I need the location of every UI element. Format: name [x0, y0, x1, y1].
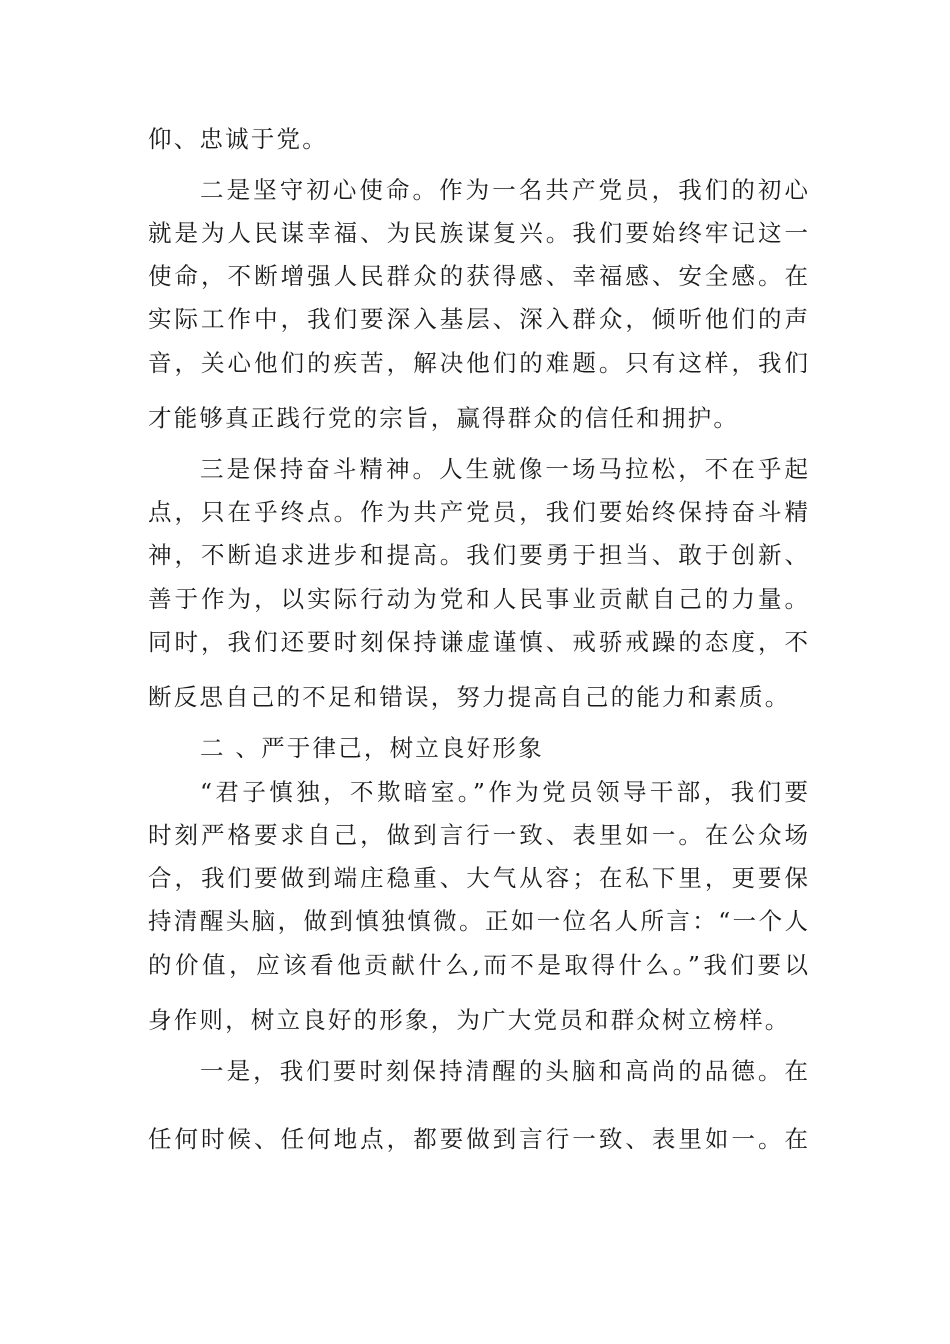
text-line: 断反思自己的不足和错误，努力提高自己的能力和素质。	[148, 683, 791, 711]
text-line: 才能够真正践行党的宗旨，赢得群众的信任和拥护。	[148, 404, 740, 432]
text-line: 点，只在乎终点。作为共产党员，我们要始终保持奋斗精	[148, 498, 808, 526]
paragraph-first-line: “君子慎独，不欺暗室。”作为党员领导干部，我们要	[200, 778, 808, 806]
text-line: 使命，不断增强人民群众的获得感、幸福感、安全感。在	[148, 262, 808, 290]
paragraph-first-line: 一是，我们要时刻保持清醒的头脑和高尚的品德。在	[200, 1057, 808, 1085]
text-line: 任何时候、任何地点，都要做到言行一致、表里如一。在	[148, 1125, 808, 1153]
section-heading: 二 、严于律己，树立良好形象	[200, 734, 544, 762]
text-line: 身作则，树立良好的形象，为广大党员和群众树立榜样。	[148, 1006, 791, 1034]
paragraph-first-line: 二是坚守初心使命。作为一名共产党员，我们的初心	[200, 176, 808, 204]
text-line: 合，我们要做到端庄稳重、大气从容；在私下里，更要保	[148, 864, 808, 892]
paragraph-first-line: 三是保持奋斗精神。人生就像一场马拉松，不在乎起	[200, 455, 808, 483]
text-line: 时刻严格要求自己，做到言行一致、表里如一。在公众场	[148, 821, 808, 849]
text-line: 音，关心他们的疾苦，解决他们的难题。只有这样，我们	[148, 349, 808, 377]
text-line: 的价值，应该看他贡献什么,而不是取得什么。”我们要以	[148, 951, 808, 979]
text-line: 神，不断追求进步和提高。我们要勇于担当、敢于创新、	[148, 541, 808, 569]
text-line: 就是为人民谋幸福、为民族谋复兴。我们要始终牢记这一	[148, 219, 808, 247]
text-line: 持清醒头脑，做到慎独慎微。正如一位名人所言：“一个人	[148, 907, 808, 935]
text-line: 同时，我们还要时刻保持谦虚谨慎、戒骄戒躁的态度，不	[148, 628, 808, 656]
text-line: 仰、忠诚于党。	[148, 125, 328, 153]
text-line: 实际工作中，我们要深入基层、深入群众，倾听他们的声	[148, 305, 808, 333]
text-line: 善于作为，以实际行动为党和人民事业贡献自己的力量。	[148, 585, 808, 613]
